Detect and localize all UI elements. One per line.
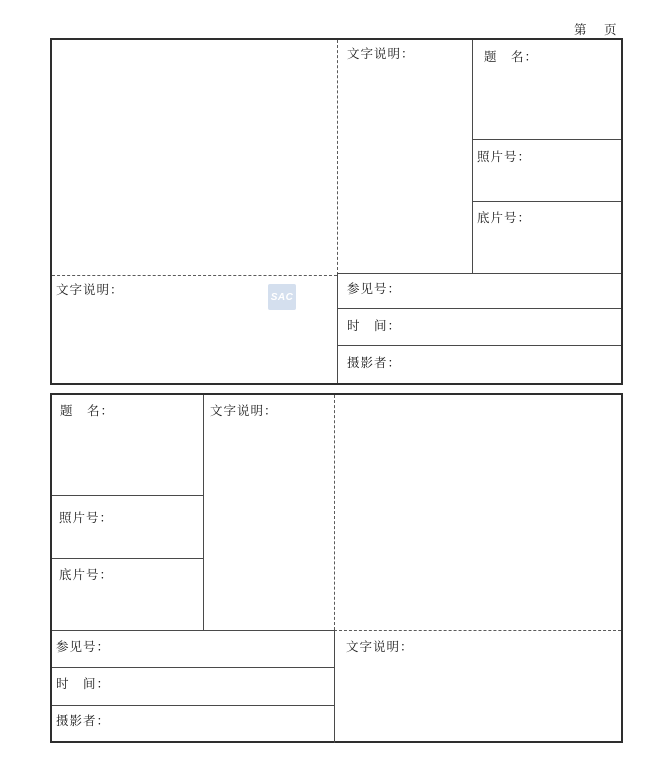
top-photographer-label: 摄影者： (347, 356, 402, 370)
divider (52, 630, 334, 631)
page-number-label-second: 页 (604, 23, 618, 37)
divider (337, 40, 338, 275)
bottom-photo-area (335, 395, 621, 630)
divider (52, 705, 334, 706)
sac-watermark (268, 284, 296, 310)
divider (52, 495, 203, 496)
divider (337, 345, 621, 346)
top-left-text-description-label: 文字说明： (56, 283, 124, 297)
sac-watermark-text: SAC (270, 291, 294, 303)
bottom-reference-number-label: 参见号： (56, 640, 111, 654)
bottom-photo-number-label: 照片号： (59, 511, 114, 525)
bottom-negative-number-label: 底片号： (59, 568, 114, 582)
top-time-label: 时 间： (347, 319, 402, 333)
divider (337, 273, 338, 383)
top-photo-area (52, 40, 337, 275)
divider (472, 201, 621, 202)
divider (472, 40, 473, 273)
top-reference-number-label: 参见号： (347, 282, 402, 296)
divider (52, 667, 334, 668)
divider (337, 273, 621, 274)
divider (203, 395, 204, 630)
top-title-label: 题 名： (484, 50, 539, 64)
top-center-text-description-label: 文字说明： (347, 47, 415, 61)
bottom-time-label: 时 间： (56, 677, 111, 691)
top-negative-number-label: 底片号： (477, 211, 532, 225)
top-photo-number-label: 照片号： (477, 150, 532, 164)
divider (337, 308, 621, 309)
bottom-title-label: 题 名： (60, 404, 115, 418)
divider (52, 558, 203, 559)
page-number-label-first: 第 (574, 23, 588, 37)
bottom-right-text-description-label: 文字说明： (346, 640, 414, 654)
divider (472, 139, 621, 140)
bottom-text-description-label: 文字说明： (210, 404, 278, 418)
bottom-photographer-label: 摄影者： (56, 714, 111, 728)
